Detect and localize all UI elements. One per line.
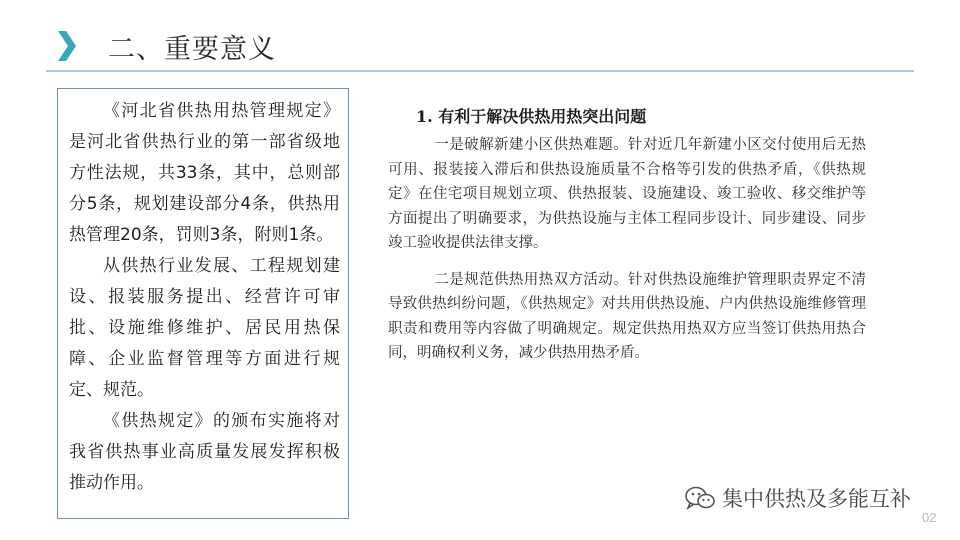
summary-paragraph: 《河北省供热用热管理规定》是河北省供热行业的第一部省级地方性法规，共33条，其中，总则部分5条，规划建设部分4条，供热用热管理20条，罚则3条，附则1条。 [69,101,340,245]
content-paragraph: 二是规范供热用热双方活动。针对供热设施维护管理职责界定不清导致供热纠纷问题，《供热规定》对共用供热设施、户内供热设施维修管理职责和费用等内容做了明确规定。规定供热用热双方应当签订供热用热合同，明确权利义务，减少供热用热矛盾。 [388,271,866,361]
header-divider [46,70,914,72]
summary-paragraph: 《供热规定》的颁布实施将对我省供热事业高质量发展发挥积极推动作用。 [69,411,340,493]
wechat-icon [684,485,716,511]
chevron-right-icon [58,31,76,61]
main-content [388,104,866,378]
summary-box [57,88,349,519]
content-paragraph: 一是破解新建小区供热难题。针对近几年新建小区交付使用后无热可用、报装接入滞后和供热设施质量不合格等引发的供热矛盾，《供热规定》在住宅项目规划立项、供热报装、设施建设、竣工验收、移交维护等方面提出了明确要求，为供热设施与主体工程同步设计、同步建设、同步竣工验收提供法律支撑。 [388,137,866,251]
watermark-text: 集中供热及多能互补 [722,487,911,511]
watermark [684,483,911,513]
slide-header [0,0,960,80]
page-number: 02 [922,510,937,525]
slide-title: 二、重要意义 [108,34,276,65]
section-heading: 1. 有利于解决供热用热突出问题 [416,107,647,126]
summary-paragraph: 从供热行业发展、工程规划建设、报装服务提出、经营许可审批、设施维修维护、居民用热保障、企业监督管理等方面进行规定、规范。 [69,256,340,400]
